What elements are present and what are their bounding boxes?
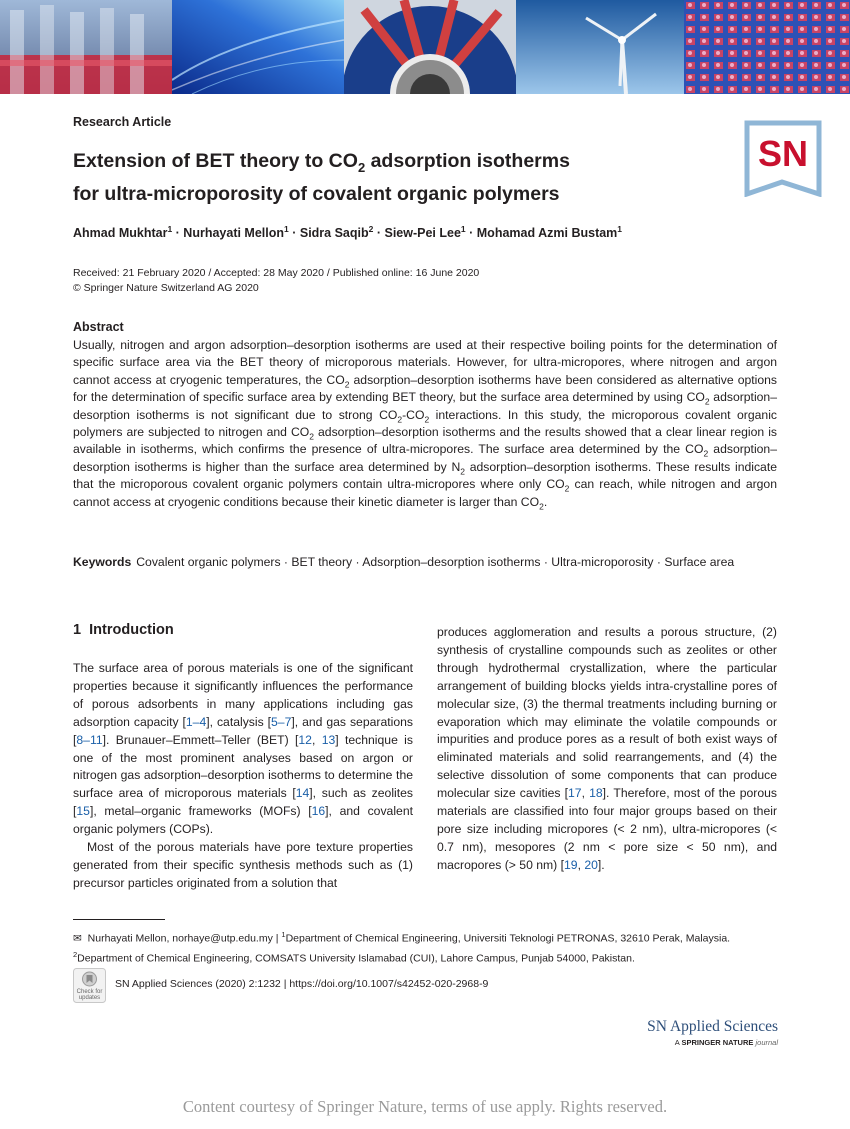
author: Mohamad Azmi Bustam$^1$ <box>476 224 623 241</box>
citation-link[interactable]: 15 <box>76 804 90 819</box>
courtesy-notice: Content courtesy of Springer Nature, terms of use apply. Rights reserved. <box>182 1097 668 1116</box>
title-line1: Extension of BET theory to $CO_2$ adsorption isotherms <box>73 150 570 175</box>
journal-logo <box>560 1018 778 1047</box>
right-column <box>437 624 777 875</box>
citation-link[interactable]: 14 <box>295 786 310 801</box>
title-line2: for ultra-microporosity of covalent organic polymers <box>73 182 560 205</box>
citation-link[interactable]: 8–11 <box>76 732 103 747</box>
paragraph: The surface area of porous materials is one of the significant properties because it significantly influences the performance of porous adsorbents in many applications including gas adsorption capacity [1–4], catalysis [5–7], and gas separations [8–11]. Brunauer–Emmett–Teller (BET) [12, 13] technique is one of the most prominent analyses based on argon or nitrogen gas adsorption–desorption isotherms to determine the surface area of microporous materials [14], such as zeolites [15], metal–organic frameworks (MOFs) [16], and covalent organic polymers (COPs). <box>73 661 413 837</box>
banner-image-blue-abstract <box>172 0 344 94</box>
citation-link[interactable]: 16 <box>311 804 326 819</box>
badge-line2: updates <box>78 995 101 1001</box>
citation-link[interactable]: 19 <box>564 857 578 872</box>
article-type: Research Article <box>73 115 172 129</box>
corresponding-author: Nurhayati Mellon, norhaye@utp.edu.my <box>87 932 273 945</box>
affiliation-2: Department of Chemical Engineering, COMSATS University Islamabad (CUI), Lahore Campus, Punjab 54000, Pakistan. <box>77 952 635 964</box>
publication-dates <box>73 266 479 296</box>
citation-link[interactable]: 20 <box>584 857 598 872</box>
publisher-line: A SPRINGER NATURE journal <box>674 1038 778 1047</box>
keywords-text: Covalent organic polymers · BET theory · Adsorption–desorption isotherms · Ultra-microporosity · Surface area <box>136 555 735 569</box>
banner-image-wind-turbine <box>516 0 684 94</box>
keywords <box>73 553 777 571</box>
header-banner <box>0 0 850 94</box>
author: Sidra Saqib$^2$ <box>299 224 374 241</box>
history-dates: Received: 21 February 2020 / Accepted: 28 May 2020 / Published online: 16 June 2020 <box>73 267 480 279</box>
sn-logo <box>744 120 822 197</box>
author: Ahmad Mukhtar$^1$ <box>73 224 173 241</box>
author: Siew-Pei Lee$^1$ <box>384 224 466 241</box>
author: Nurhayati Mellon$^1$ <box>183 224 289 241</box>
citation-link[interactable]: 17 <box>568 786 582 801</box>
left-column <box>73 660 413 893</box>
copyright: © Springer Nature Switzerland AG 2020 <box>73 282 259 294</box>
citation-link[interactable]: 12 <box>298 732 312 747</box>
abstract-text: Usually, nitrogen and argon adsorption–desorption isotherms are used at their respective boiling points for the determination of specific surface area via the BET theory of microporous materials. However, for ultra-micropores, where nitrogen and argon cannot access at cryogenic temperatures, the $CO_2$ adsorption–desorption isotherms have been considered as alternative options for the determination of specific surface area by extending BET theory, but the surface area determined by using $CO_2$ adsorption–desorption isotherms is not significant due to strong $CO_2-CO_2$ interactions. In this study, the microporous covalent organic polymers are subjected to nitrogen and $CO_2$ adsorption–desorption isotherms and the results showed that a clear linear region is available in isotherms, which confirms the presence of ultra-micropores. The surface area determined by the $CO_2$ adsorption–desorption isotherms is higher than the surface area determined by $N_2$ adsorption–desorption isotherms. These results indicate that the microporous covalent organic polymers contain ultra-micropores where only $CO_2$ can reach, while nitrogen and argon cannot access at cryogenic conditions because their kinetic diameter is larger than $CO_2$. <box>73 338 778 512</box>
keywords-label: Keywords <box>73 555 132 569</box>
footnote-rule <box>73 919 165 920</box>
citation-link[interactable]: 1–4 <box>185 714 207 729</box>
envelope-icon: ✉ <box>73 932 82 945</box>
affiliation-1: Department of Chemical Engineering, Universiti Teknologi PETRONAS, 32610 Perak, Malaysia. <box>285 932 731 945</box>
citation-link[interactable]: 13 <box>321 732 336 747</box>
banner-image-turbine <box>344 0 516 94</box>
article-title <box>73 148 713 207</box>
journal-name: SN Applied Sciences <box>647 1018 778 1035</box>
paragraph: Most of the porous materials have pore texture properties generated from their specific synthesis methods such as (1) precursor particles originated from a solution that <box>73 840 413 890</box>
sn-logo-text: SN <box>757 133 809 174</box>
banner-image-molecular-lattice <box>684 0 850 94</box>
banner-image-test-tubes <box>0 0 172 94</box>
check-for-updates-badge[interactable] <box>73 968 106 1003</box>
abstract-heading: Abstract <box>73 320 124 334</box>
journal-citation[interactable]: SN Applied Sciences (2020) 2:1232 | https://doi.org/10.1007/s42452-020-2968-9 <box>115 978 489 990</box>
author-list: Ahmad Mukhtar$^1$ · Nurhayati Mellon$^1$ · Sidra Saqib$^2$ · Siew-Pei Lee$^1$ · Mohamad Azmi Bustam$^1$ <box>73 224 623 241</box>
citation-link[interactable]: 5–7 <box>271 714 292 729</box>
citation-link[interactable]: 18 <box>589 786 603 801</box>
section-heading: 1 Introduction <box>73 622 174 638</box>
paragraph: produces agglomeration and results a porous structure, (2) synthesis of crystalline compounds such as zeolites or other through hydrothermal crystallization, where the particular arrangement of building blocks yields intra-crystalline pores of molecular size, (3) the thermal treatments including burning or evaporation which may eliminate the volatile compounds or impurities and produce pores as a result of both exist ways of eliminated materials and solid rearrangements, and (4) the selective dissolution of some components that can produce molecular size cavities [17, 18]. Therefore, most of the porous materials are classified into four major groups based on their pore size including micropores (< 2 nm), ultra-micropores (< 0.7 nm), mesopores (2 nm < pore size < 50 nm), and macropores (> 50 nm) [19, 20]. <box>437 625 777 872</box>
footnote: ✉ Nurhayati Mellon, norhaye@utp.edu.my | $^1$Department of Chemical Engineering, Universiti Teknologi PETRONAS, 32610 Perak, Malaysia. $^2$Department of Chemical Engineering, COMSATS University Islamabad (CUI), Lahore Campus, Punjab 54000, Pakistan. <box>73 930 731 964</box>
badge-line1: Check for <box>76 989 103 995</box>
